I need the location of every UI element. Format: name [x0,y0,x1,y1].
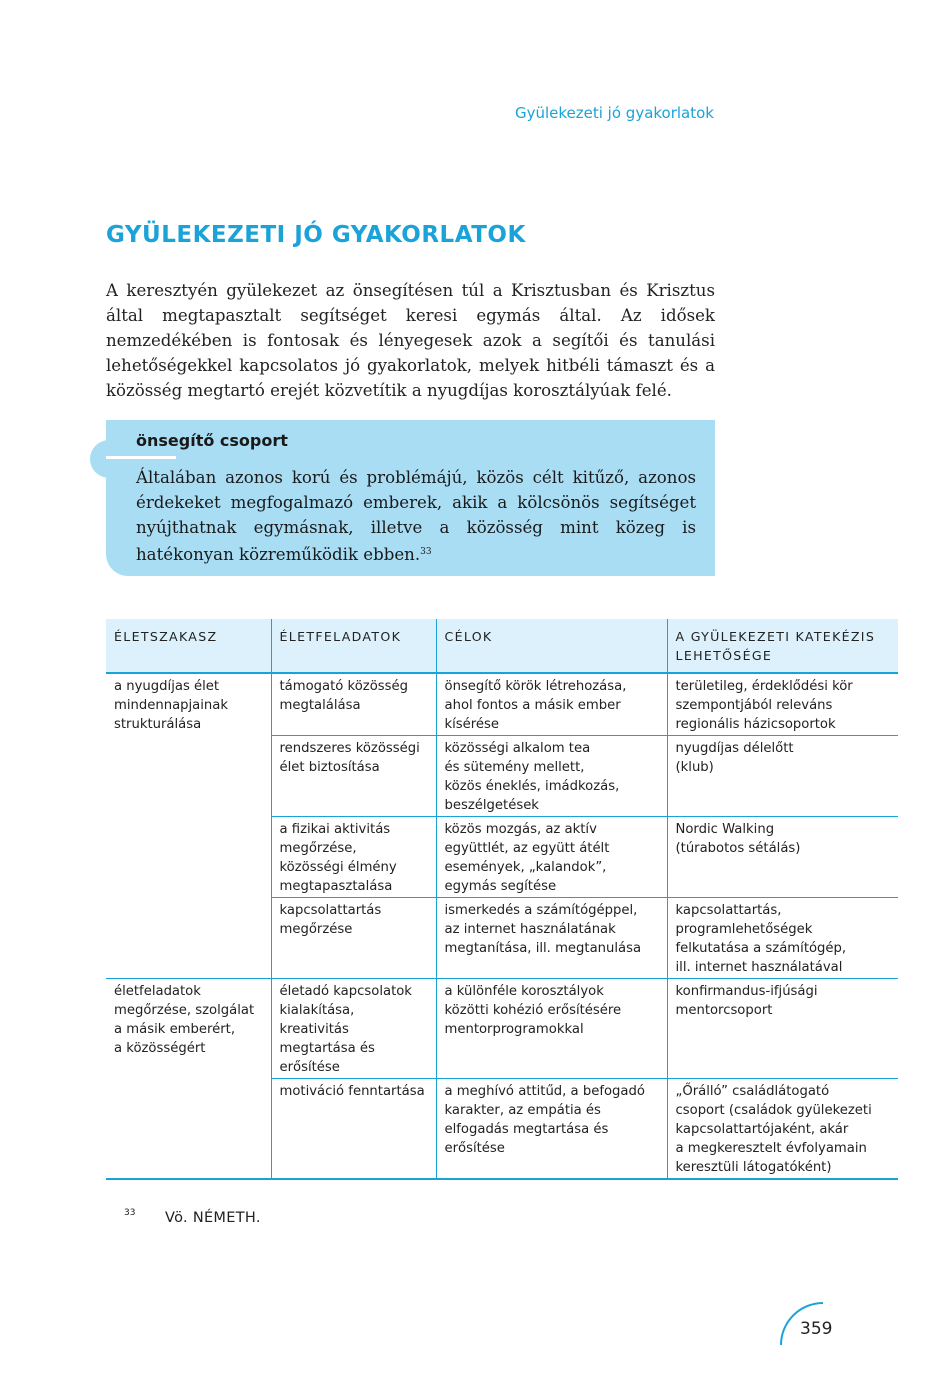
table-row [106,673,898,736]
section-title: GYÜLEKEZETI JÓ GYAKORLATOK [106,222,526,248]
task-cell: kapcsolattartás megőrzése [271,898,436,979]
header-goals: CÉLOK [436,619,667,673]
goal-cell: a különféle korosztályok közötti kohézió erősítésére mentorprogramokkal [436,979,667,1079]
footnote-reference: 33 [420,547,432,557]
table-header-row [106,619,898,673]
header-life-stage: ÉLETSZAKASZ [106,619,271,673]
opportunity-cell: „Őrálló” családlátogató csoport (családok gyülekezeti kapcsolattartójaként, akár a megkeresztelt évfolyamain keresztüli látogatóként) [667,1079,898,1180]
life-stage-table [106,619,898,1180]
opportunity-cell: kapcsolattartás, programlehetőségek felkutatása a számítógép, ill. internet használatával [667,898,898,979]
task-cell: támogató közösség megtalálása [271,673,436,736]
running-head: Gyülekezeti jó gyakorlatok [514,104,714,122]
stage-cell: életfeladatok megőrzése, szolgálat a másik emberért, a közösségért [106,979,271,1180]
definition-text [136,465,696,567]
stage-cell: a nyugdíjas élet mindennapjainak strukturálása [106,673,271,979]
definition-underline [106,456,176,459]
opportunity-cell: területileg, érdeklődési kör szempontjából releváns regionális házicsoportok [667,673,898,736]
goal-cell: a meghívó attitűd, a befogadó karakter, az empátia és elfogadás megtartása és erősítése [436,1079,667,1180]
intro-paragraph: A keresztyén gyülekezet az önsegítésen túl a Krisztusban és Krisztus által megtapasztalt segítséget keresi egymás által. Az idősek nemzedékében is fontosak és lényegesek azok a segítői és tanulási lehetőségekkel kapcsolatos jó gyakorlatok, melyek hitbéli támaszt és a közösség megtartó erejét közvetítik a nyugdíjas korosztályúak felé. [106,281,715,400]
task-cell: motiváció fenntartása [271,1079,436,1180]
footnote-number: 33 [124,1208,136,1218]
goal-cell: ismerkedés a számítógéppel, az internet használatának megtanítása, ill. megtanulása [436,898,667,979]
task-cell: a fizikai aktivitás megőrzése, közösségi élmény megtapasztalása [271,817,436,898]
task-cell: életadó kapcsolatok kialakítása, kreativitás megtartása és erősítése [271,979,436,1079]
goal-cell: önsegítő körök létrehozása, ahol fontos a másik ember kísérése [436,673,667,736]
definition-box [106,420,715,576]
definition-tab [90,440,134,478]
opportunity-cell: konfirmandus-ifjúsági mentorcsoport [667,979,898,1079]
goal-cell: közösségi alkalom tea és sütemény mellett, közös éneklés, imádkozás, beszélgetések [436,736,667,817]
header-catechesis-opportunity: A GYÜLEKEZETI KATEKÉZIS LEHETŐSÉGE [667,619,898,673]
task-cell: rendszeres közösségi élet biztosítása [271,736,436,817]
goal-cell: közös mozgás, az aktív együttlét, az együtt átélt események, „kalandok”, egymás segítése [436,817,667,898]
definition-body: Általában azonos korú és problémájú, közös célt kitűző, azonos érdekeket megfogalmazó emberek, akik a kölcsönös segítséget nyújthatnak egymásnak, illetve a közösség mint közeg is hatékonyan közreműködik ebben. [136,468,696,564]
definition-term: önsegítő csoport [136,431,288,450]
page-number: 359 [800,1319,833,1339]
footnote-text: Vö. NÉMETH. [165,1210,261,1226]
header-life-tasks: ÉLETFELADATOK [271,619,436,673]
table-row [106,979,898,1079]
opportunity-cell: Nordic Walking (túrabotos sétálás) [667,817,898,898]
opportunity-cell: nyugdíjas délelőtt (klub) [667,736,898,817]
